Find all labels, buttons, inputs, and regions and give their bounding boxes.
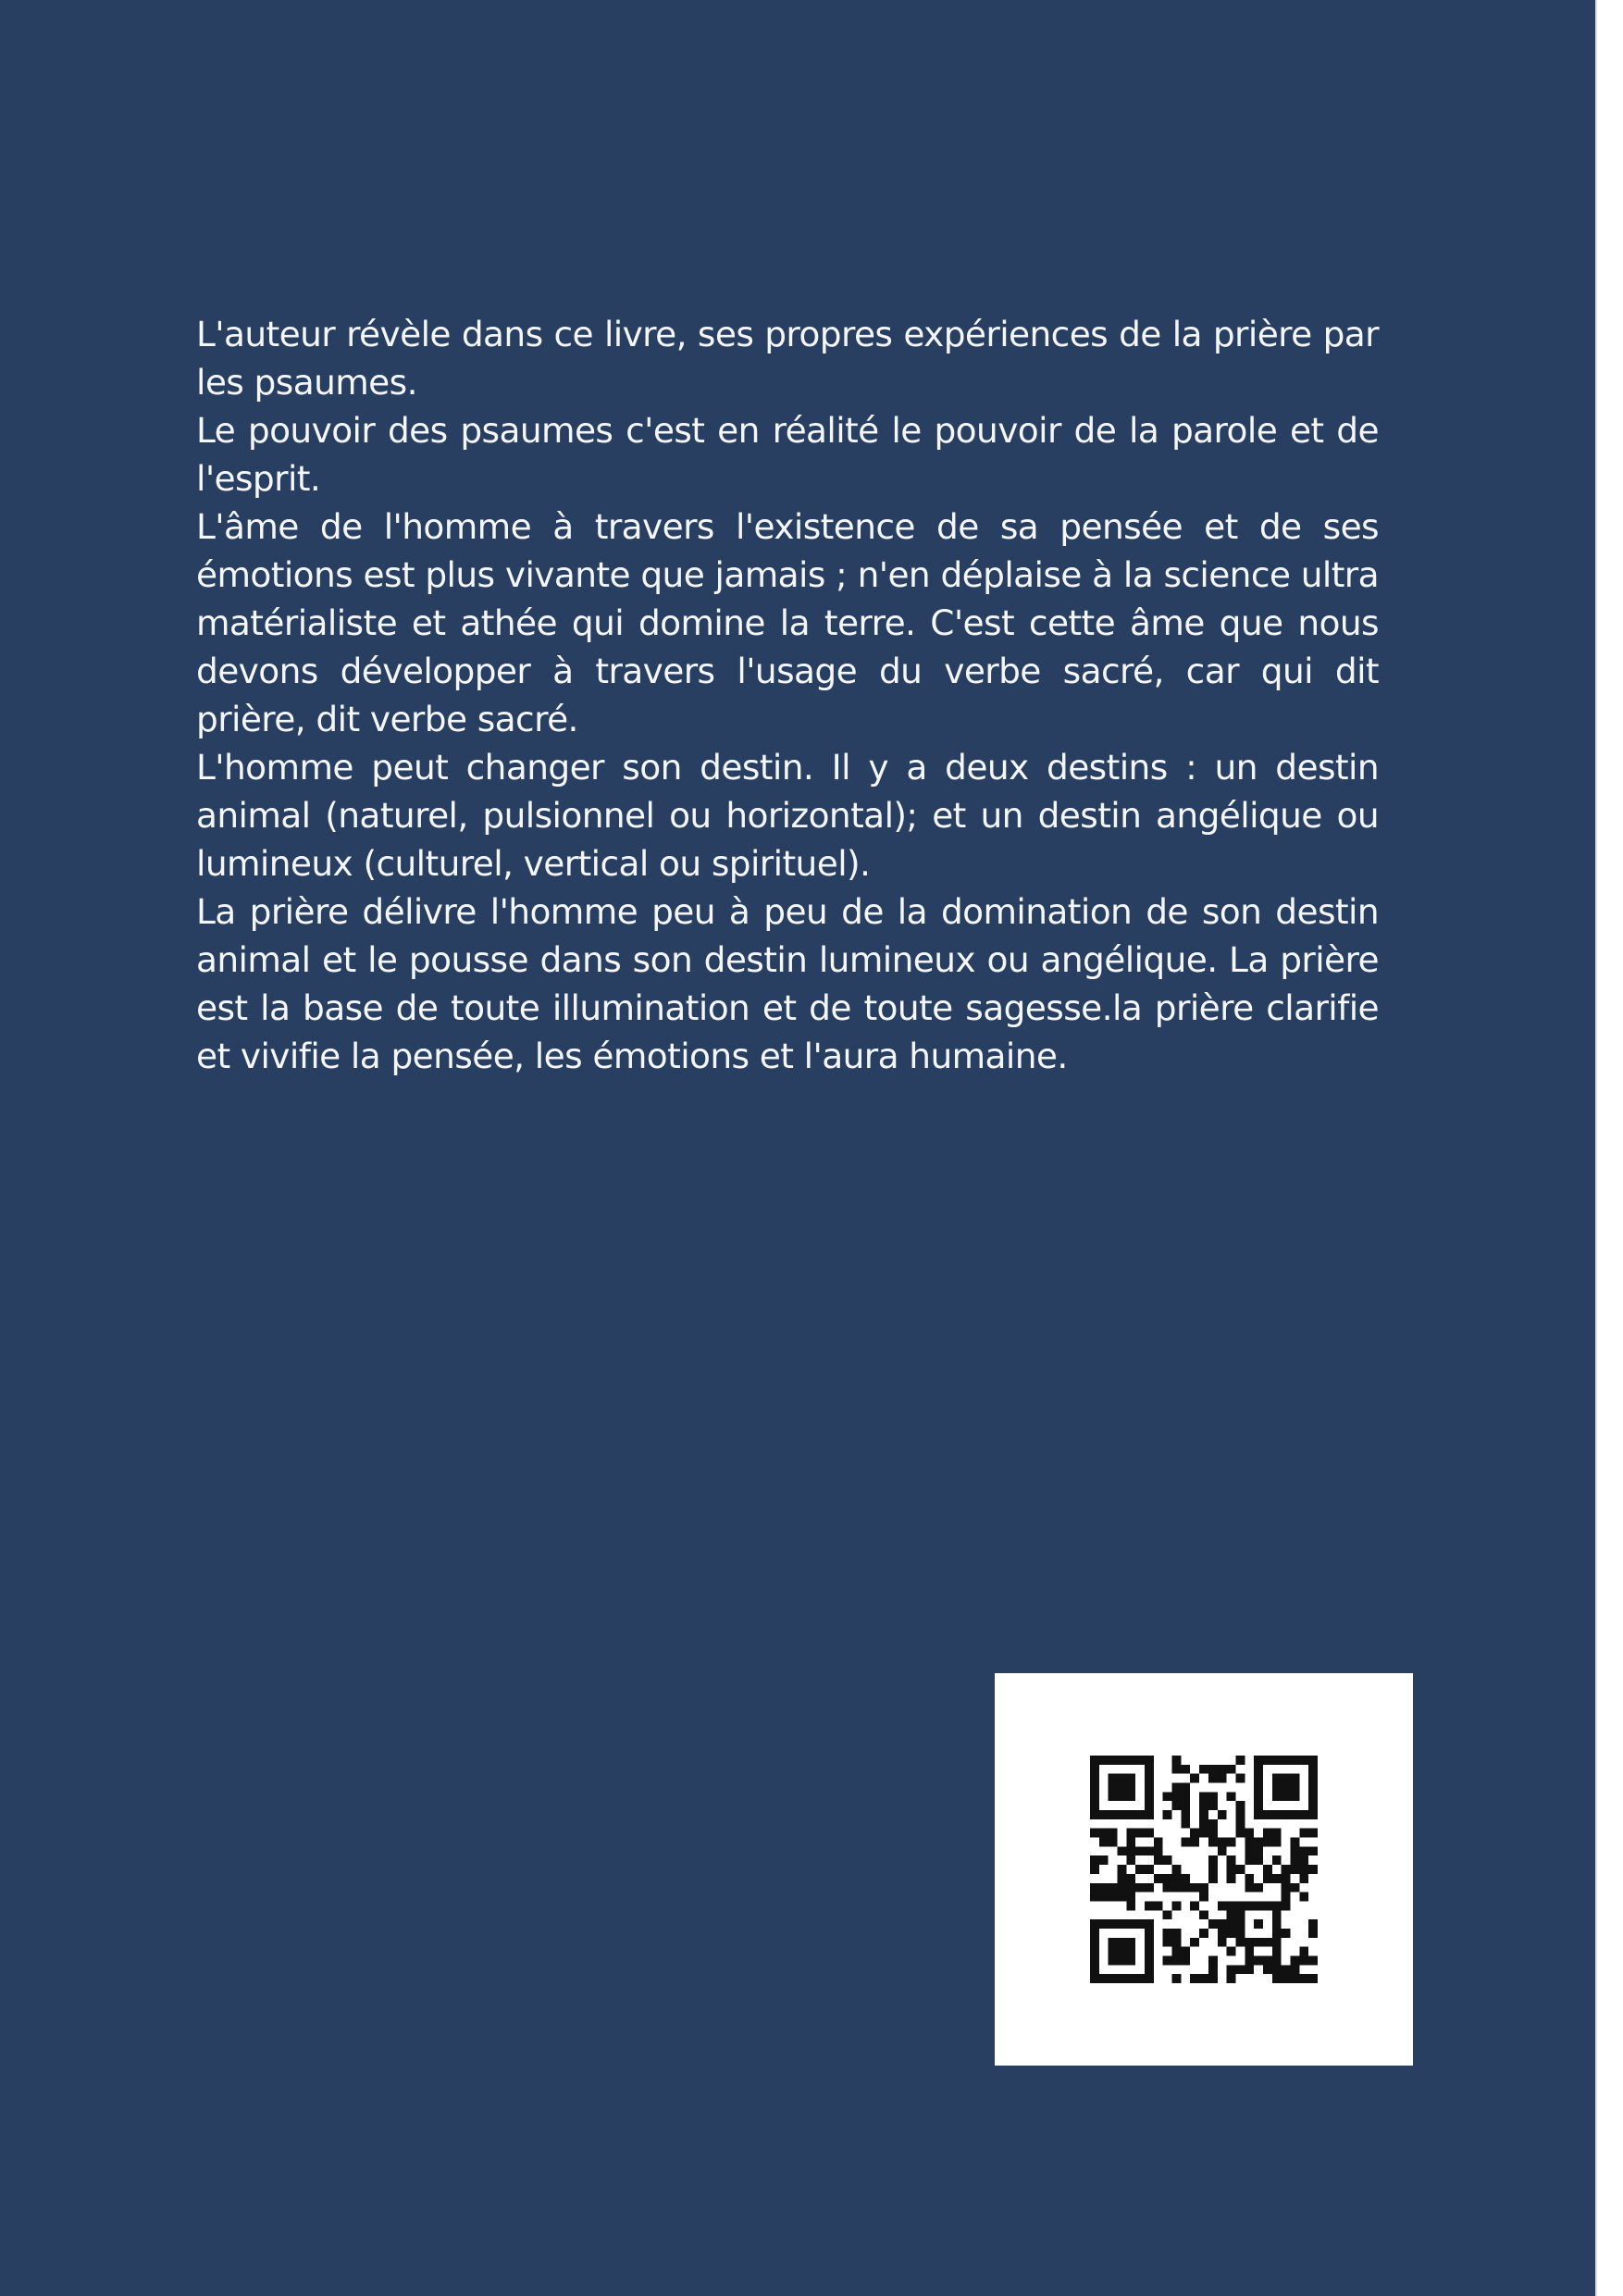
blurb-paragraph-4: L'homme peut changer son destin. Il y a deux destins : un destin animal (naturel, pulsionnel ou horizontal); et un destin angélique ou lumineux (culturel, vertical ou spirituel). (196, 747, 1379, 884)
blurb-paragraph-3: L'âme de l'homme à travers l'existence de sa pensée et de ses émotions est plus vivante que jamais ; n'en déplaise à la science ultra matérialiste et athée qui domine la terre. C'est cette âme que nous devons développer à travers l'usage du verbe sacré, car qui dit prière, dit verbe sacré. (196, 506, 1379, 739)
blurb-paragraph-5: La prière délivre l'homme peu à peu de la domination de son destin animal et le pousse dans son destin lumineux ou angélique. La prière est la base de toute illumination et de toute sagesse.la prière clarifie et vivifie la pensée, les émotions et l'aura humaine. (196, 891, 1379, 1076)
page-edge (1595, 0, 1623, 2296)
blurb-text (196, 310, 1379, 1080)
blurb-paragraph-2: Le pouvoir des psaumes c'est en réalité le pouvoir de la parole et de l'esprit. (196, 410, 1379, 499)
blurb-paragraph-1: L'auteur révèle dans ce livre, ses propres expériences de la prière par les psaumes. (196, 314, 1379, 403)
qr-code-frame (995, 1673, 1413, 2066)
qr-code-icon (1085, 1756, 1322, 1983)
